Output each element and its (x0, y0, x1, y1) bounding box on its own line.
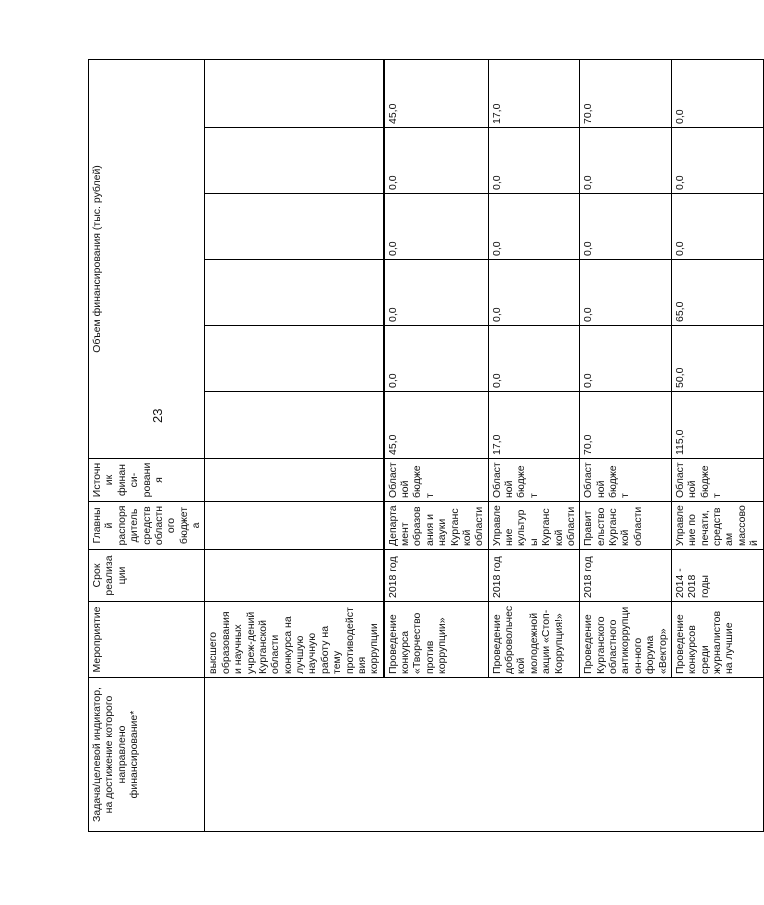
header-term: Срок реализации (89, 550, 205, 602)
value-cell: 17,0 (488, 392, 580, 459)
value-cell: 0,0 (580, 128, 672, 194)
value-cell: 17,0 (488, 59, 580, 127)
value-cell (205, 392, 383, 459)
source-cell: Областной бюджет (671, 459, 763, 502)
header-task: Задача/целевой индикатор, на достижение которого направлено финансирование* (89, 678, 205, 832)
event-cell: Проведение добровольческой молодежной акции «Стоп-Коррупция!» (488, 602, 580, 678)
term-cell (205, 550, 383, 602)
manager-cell: Департамент образования и науки Курганской области (384, 502, 488, 550)
source-cell: Областной бюджет (580, 459, 672, 502)
value-cell (205, 194, 383, 260)
value-cell (205, 59, 383, 127)
source-cell: Областной бюджет (384, 459, 488, 502)
term-cell: 2018 год (384, 550, 488, 602)
value-cell: 0,0 (580, 326, 672, 392)
value-cell: 0,0 (671, 194, 763, 260)
table-row (205, 59, 383, 831)
value-cell: 45,0 (384, 392, 488, 459)
manager-cell: Управление культуры Курганской области (488, 502, 580, 550)
value-cell: 0,0 (488, 260, 580, 326)
event-cell: Проведение Курганского областного антикоррупцион-ного форума «Вектор» (580, 602, 672, 678)
source-cell (205, 459, 383, 502)
value-cell (205, 260, 383, 326)
value-cell: 0,0 (384, 260, 488, 326)
value-cell: 0,0 (488, 326, 580, 392)
event-cell: Проведение конкурса «Творчество против коррупции» (384, 602, 488, 678)
header-row (89, 59, 205, 831)
manager-cell (205, 502, 383, 550)
value-cell: 65,0 (671, 260, 763, 326)
value-cell: 50,0 (671, 326, 763, 392)
manager-cell: Правительство Курганской области (580, 502, 672, 550)
header-source: Источник финанси-рования (89, 459, 205, 502)
task-cell (205, 678, 763, 832)
value-cell: 70,0 (580, 59, 672, 127)
rotated-table-container (88, 60, 761, 832)
manager-cell: Управление по печати, средствам массовой (671, 502, 763, 550)
value-cell: 0,0 (384, 128, 488, 194)
value-cell: 0,0 (384, 326, 488, 392)
term-cell: 2018 год (580, 550, 672, 602)
event-cell: высшего образования и научных учреж-дений Курганской области конкурса на лучшую научную работу на тему противодействия коррупции (205, 602, 383, 678)
value-cell: 0,0 (671, 128, 763, 194)
page-number: 23 (150, 408, 165, 423)
value-cell: 0,0 (671, 59, 763, 127)
header-funding: Объем финансирования (тыс. рублей) (89, 59, 205, 458)
financing-table (88, 59, 764, 832)
value-cell (205, 326, 383, 392)
term-cell: 2014 - 2018 годы (671, 550, 763, 602)
value-cell: 115,0 (671, 392, 763, 459)
value-cell: 0,0 (384, 194, 488, 260)
value-cell (205, 128, 383, 194)
term-cell: 2018 год (488, 550, 580, 602)
value-cell: 70,0 (580, 392, 672, 459)
source-cell: Областной бюджет (488, 459, 580, 502)
header-manager: Главный распорядитель средств областного бюджета (89, 502, 205, 550)
event-cell: Проведение конкурсов среди журналистов на лучшие (671, 602, 763, 678)
value-cell: 0,0 (580, 260, 672, 326)
value-cell: 0,0 (488, 128, 580, 194)
value-cell: 0,0 (580, 194, 672, 260)
value-cell: 0,0 (488, 194, 580, 260)
header-event: Мероприятие (89, 602, 205, 678)
value-cell: 45,0 (384, 59, 488, 127)
